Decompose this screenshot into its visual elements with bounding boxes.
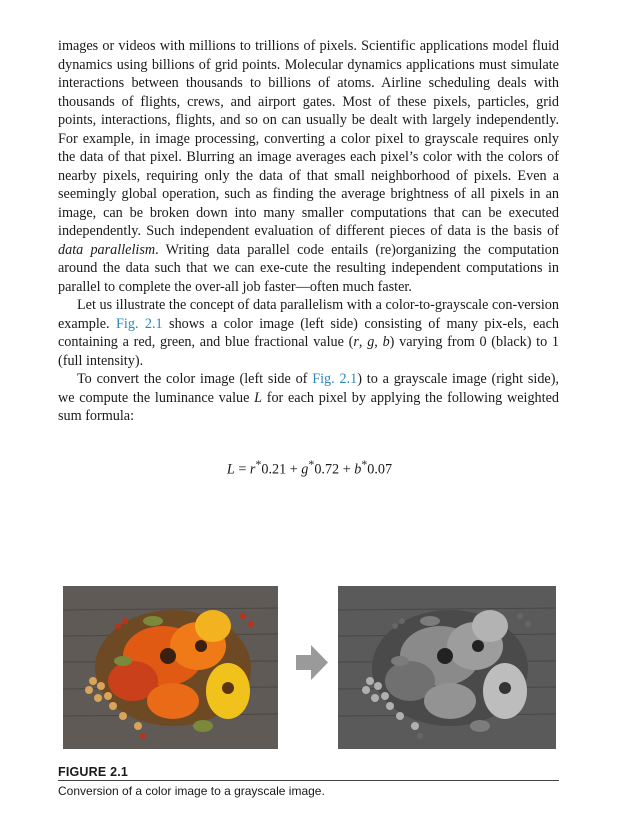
figure-reference-link[interactable]: Fig. 2.1: [116, 315, 163, 332]
luminance-formula: [0, 457, 619, 479]
formula-coef-g: 0.72 +: [314, 461, 355, 478]
formula-star: *: [255, 457, 262, 471]
paragraph: [58, 37, 559, 296]
formula-g: g: [301, 461, 309, 478]
italic-text: g: [367, 334, 375, 350]
figure-label: FIGURE 2.1: [58, 765, 129, 779]
formula-star: *: [308, 457, 315, 471]
text-run: ,: [374, 334, 383, 350]
formula-b: b: [354, 461, 362, 478]
text-run: ) to a grayscale image (right side), we compute the luminance value: [58, 371, 559, 406]
text-run: . Writing data parallel code entails (re)organizing the computation around the data such that we can exe-cute the resulting independent computations in parallel to complete the over-all job faster—often much faster.: [58, 241, 559, 295]
figure-caption: Conversion of a color image to a grayscale image.: [58, 784, 325, 798]
paragraph: [58, 370, 559, 426]
italic-text: b: [382, 334, 390, 350]
formula-l: L: [226, 461, 235, 478]
text-run: ,: [358, 334, 368, 350]
figure-reference-link[interactable]: Fig. 2.1: [312, 371, 358, 387]
text-run: for each pixel by applying the following weighted sum formula:: [58, 389, 559, 424]
color-bouquet-photo: [63, 586, 278, 749]
text-run: To convert the color image (left side of: [77, 371, 313, 387]
text-run: shows a color image (left side) consisting of many pix-els, each containing a red, green, and blue fractional value (: [58, 315, 559, 350]
text-run: images or videos with millions to trillions of pixels. Scientific applications model fluid dynamics using billions of grid points. Molecular dynamics applications must simulate interactions between thousands to billions of atoms. Airline scheduling deals with thousands of flights, crews, and airport gates. Most of these pixels, particles, grid points, interactions, flights, and so on can usually be dealt with largely independently. For example, in image processing, converting a color pixel to grayscale requires only the data of that pixel. Blurring an image averages each pixel’s color with the colors of nearby pixels, requiring only the data of that small neighborhood of pixels. Even a seemingly global operation, such as finding the average brightness of all pixels in an image, can be broken down into many smaller computations that can be executed independently. Such independent evaluation of different pieces of data is the basis of: [58, 38, 559, 239]
paragraph: [58, 296, 559, 370]
italic-text: r: [353, 334, 359, 350]
body-text: [58, 37, 559, 426]
formula-coef-r: 0.21 +: [261, 461, 302, 478]
formula-equals: =: [234, 461, 250, 478]
text-run: Let us illustrate the concept of data parallelism with a color-to-grayscale con-version example.: [58, 297, 559, 332]
italic-text: L: [254, 389, 263, 406]
text-run: ) varying from 0 (black) to 1 (full intensity).: [58, 334, 560, 369]
italic-text: data parallelism: [58, 241, 156, 258]
formula-r: r: [249, 461, 256, 478]
grayscale-bouquet-photo: [338, 586, 556, 749]
figure-rule: [58, 780, 559, 781]
right-arrow-icon: [296, 645, 328, 680]
formula-star: *: [361, 457, 368, 471]
grayscale-image: [338, 586, 556, 749]
color-image: [63, 586, 278, 749]
formula-coef-b: 0.07: [367, 461, 393, 478]
